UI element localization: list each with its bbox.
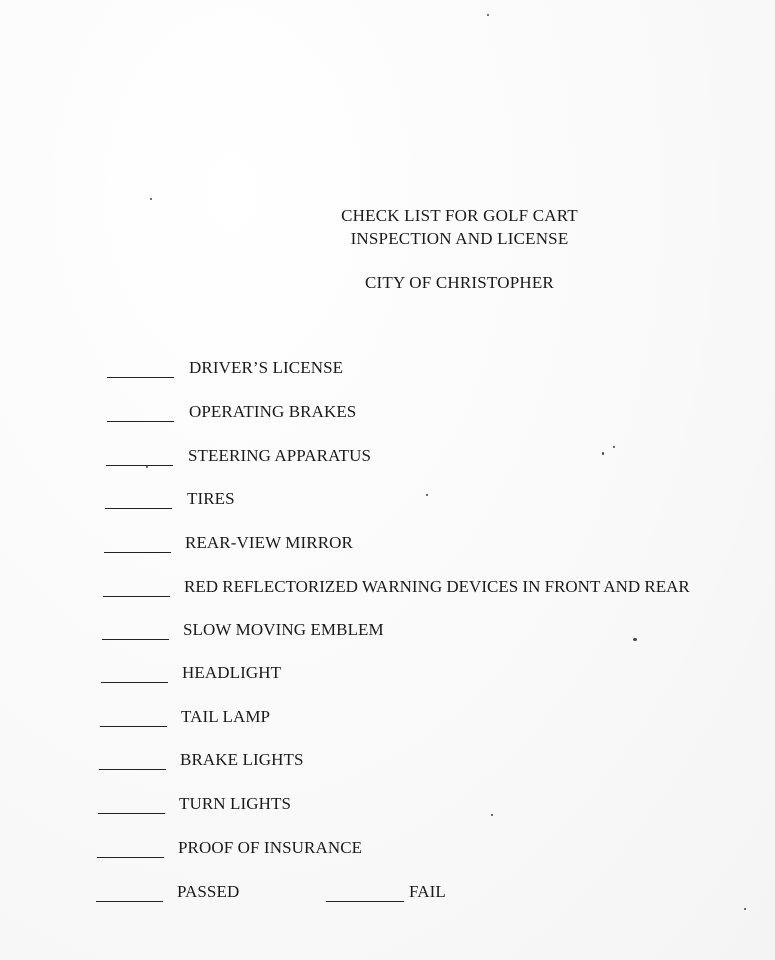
check-blank[interactable] [99,769,166,770]
checklist-item-label: TIRES [187,489,235,508]
check-blank[interactable] [107,421,174,422]
scan-speck [426,494,428,496]
scan-speck [744,908,746,910]
city-name: CITY OF CHRISTOPHER [365,273,554,292]
fail-blank[interactable] [326,901,404,902]
passed-blank[interactable] [96,901,163,902]
check-blank[interactable] [107,377,174,378]
check-blank[interactable] [100,726,167,727]
checklist-item-label: REAR-VIEW MIRROR [185,533,353,552]
scan-speck [487,14,489,16]
check-blank[interactable] [103,596,170,597]
scan-speck [150,198,152,200]
fail-label: FAIL [409,882,446,901]
checklist-item-label: HEADLIGHT [182,663,282,682]
check-blank[interactable] [98,813,165,814]
checklist-item-label: TAIL LAMP [181,707,271,726]
checklist-item-label: STEERING APPARATUS [188,446,372,465]
check-blank[interactable] [97,857,164,858]
document-title-line-2: INSPECTION AND LICENSE [350,229,569,248]
checklist-item-label: DRIVER’S LICENSE [189,358,344,377]
scan-speck [633,638,637,641]
passed-label: PASSED [177,882,240,901]
checklist-item-label: BRAKE LIGHTS [180,750,304,769]
scan-speck [146,466,148,468]
checklist-item-label: RED REFLECTORIZED WARNING DEVICES IN FRONT AND REAR [184,577,690,596]
scan-speck [613,446,615,448]
checklist-item-label: PROOF OF INSURANCE [178,838,363,857]
scan-speck [602,452,604,455]
checklist-item-label: OPERATING BRAKES [189,402,357,421]
check-blank[interactable] [106,465,173,466]
scan-speck [491,814,493,816]
check-blank[interactable] [104,552,171,553]
check-blank[interactable] [102,639,169,640]
checklist-item-label: TURN LIGHTS [179,794,292,813]
check-blank[interactable] [105,508,172,509]
checklist-item-label: SLOW MOVING EMBLEM [183,620,384,639]
document-title-line-1: CHECK LIST FOR GOLF CART [341,206,578,225]
check-blank[interactable] [101,682,168,683]
